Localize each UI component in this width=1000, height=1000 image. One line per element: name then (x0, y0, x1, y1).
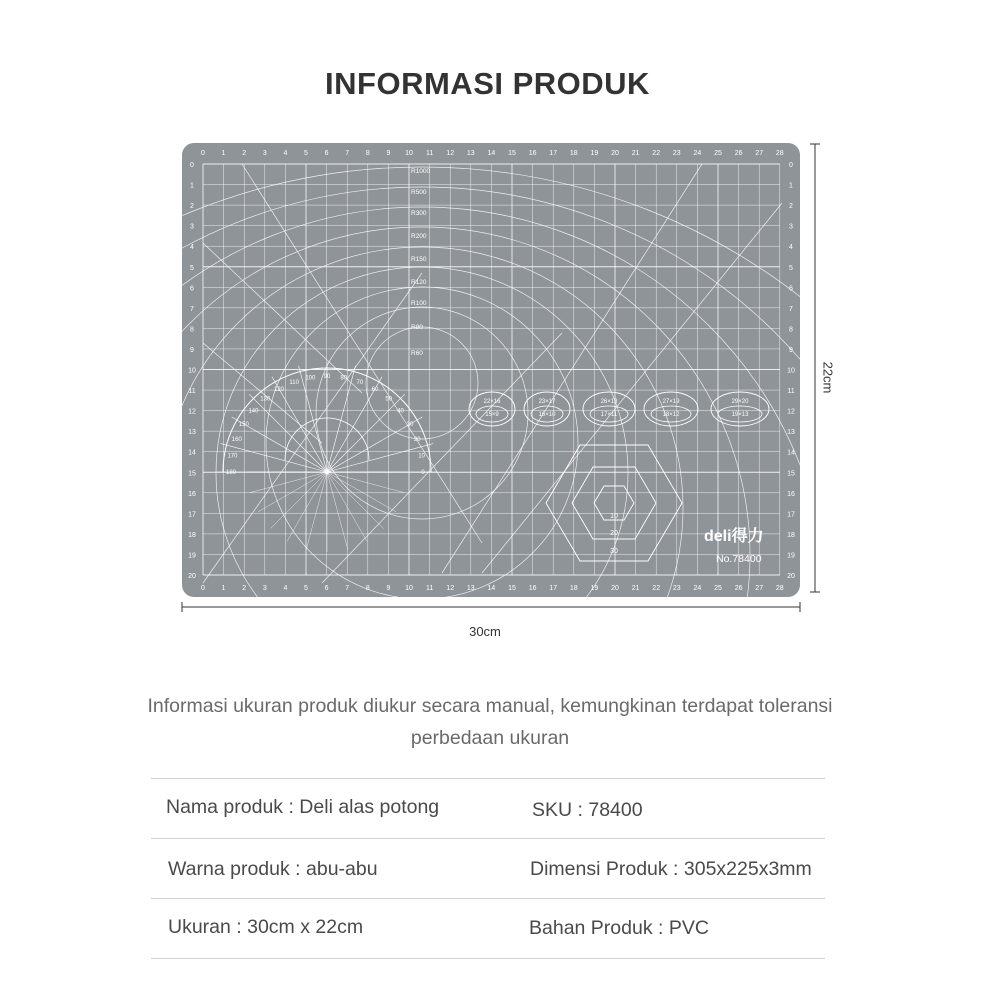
protractor-label: 70 (356, 379, 364, 386)
protractor-label: 130 (260, 396, 271, 403)
ruler-label-top: 3 (262, 150, 267, 157)
ruler-label-bottom: 7 (345, 585, 350, 592)
oval-inner-label: 16×10 (538, 412, 556, 418)
ruler-label-left: 3 (190, 223, 194, 231)
ruler-label-left: 15 (188, 470, 196, 478)
spec-row (151, 778, 825, 838)
ruler-label-left: 18 (188, 531, 196, 539)
ruler-label-right: 12 (787, 408, 795, 416)
oval-inner-label: 15×9 (485, 412, 499, 418)
protractor-label: 120 (273, 386, 285, 393)
radius-label: R60 (411, 350, 423, 357)
protractor-label: 10 (418, 453, 425, 460)
spec-color: Warna produk : abu-abu (168, 858, 378, 880)
ruler-label-right: 15 (787, 470, 795, 478)
ruler-label-right: 9 (789, 346, 793, 354)
oval-outer-label: 27×19 (662, 399, 680, 405)
radius-label: R120 (411, 279, 427, 286)
ruler-label-top: 17 (549, 150, 558, 157)
ruler-label-bottom: 0 (201, 585, 205, 592)
ruler-label-right: 6 (789, 285, 793, 293)
oval-outer-label: 26×18 (600, 399, 618, 405)
ruler-label-bottom: 25 (714, 585, 722, 592)
ruler-label-right: 10 (787, 367, 795, 375)
ruler-label-top: 13 (466, 150, 475, 157)
protractor-label: 20 (413, 437, 421, 444)
protractor-label: 90 (323, 374, 331, 380)
ruler-label-right: 7 (789, 305, 793, 313)
ruler-label-right: 3 (789, 223, 793, 231)
ruler-label-bottom: 22 (652, 585, 661, 592)
ruler-label-bottom: 24 (693, 585, 702, 592)
ruler-label-bottom: 6 (324, 585, 329, 592)
radius-label: R1000 (411, 168, 431, 175)
protractor-label: 30 (406, 422, 414, 428)
protractor-label: 100 (305, 375, 316, 382)
ruler-label-bottom: 5 (304, 585, 308, 592)
oval-outer-label: 22×16 (483, 399, 501, 405)
ruler-label-top: 20 (611, 150, 619, 157)
ruler-label-top: 14 (487, 150, 496, 157)
ruler-label-top: 18 (569, 150, 578, 157)
ruler-label-right: 20 (787, 573, 795, 580)
ruler-label-top: 19 (590, 150, 599, 157)
ruler-label-left: 9 (190, 346, 194, 354)
ruler-label-top: 0 (201, 150, 205, 157)
ruler-label-left: 8 (190, 326, 194, 334)
radius-label: R100 (411, 300, 427, 307)
ruler-label-left: 7 (190, 305, 194, 313)
ruler-label-bottom: 10 (405, 585, 413, 592)
ruler-label-top: 21 (631, 150, 640, 157)
width-dimension-line (178, 598, 808, 618)
ruler-label-right: 4 (789, 244, 793, 252)
model-number: No.78400 (716, 553, 762, 565)
radius-label: R150 (411, 256, 427, 263)
ruler-label-bottom: 19 (590, 585, 599, 592)
spec-row (151, 898, 825, 959)
ruler-label-bottom: 15 (508, 585, 516, 592)
ruler-label-bottom: 4 (283, 585, 288, 592)
ruler-label-bottom: 8 (365, 585, 370, 592)
ruler-label-bottom: 16 (528, 585, 537, 592)
ruler-label-bottom: 23 (672, 585, 681, 592)
ruler-label-right: 1 (789, 182, 793, 190)
ruler-label-left: 16 (188, 490, 196, 498)
ruler-label-left: 10 (188, 367, 196, 375)
ruler-label-left: 12 (188, 408, 196, 416)
radius-label: R80 (411, 324, 423, 331)
ruler-label-bottom: 21 (631, 585, 640, 592)
ruler-label-right: 2 (789, 203, 793, 211)
oval-inner-label: 17×11 (600, 412, 618, 418)
ruler-label-top: 10 (405, 150, 413, 157)
ruler-label-right: 18 (787, 531, 795, 539)
protractor-label: 0 (421, 470, 425, 476)
ruler-label-bottom: 14 (487, 585, 496, 592)
protractor-label: 140 (248, 408, 259, 415)
ruler-label-left: 6 (190, 285, 194, 293)
ruler-label-right: 0 (789, 162, 793, 169)
cutting-mat-image (182, 143, 800, 597)
ruler-label-left: 17 (188, 511, 196, 519)
radius-label: R200 (411, 233, 427, 240)
spec-row (151, 838, 825, 898)
ruler-label-bottom: 28 (775, 585, 784, 592)
spec-table (151, 778, 825, 959)
ruler-label-bottom: 20 (611, 585, 619, 592)
ruler-label-top: 4 (283, 150, 288, 157)
oval-outer-label: 23×17 (538, 399, 556, 405)
ruler-label-top: 26 (734, 150, 743, 157)
ruler-label-left: 11 (188, 388, 196, 396)
ruler-label-top: 8 (365, 150, 370, 157)
ruler-label-top: 28 (775, 150, 784, 157)
ruler-label-bottom: 3 (262, 585, 267, 592)
ruler-label-bottom: 2 (242, 585, 247, 592)
ruler-label-bottom: 13 (466, 585, 475, 592)
ruler-label-top: 11 (425, 150, 434, 157)
protractor-label: 80 (340, 375, 348, 382)
ruler-label-top: 23 (672, 150, 681, 157)
ruler-label-right: 16 (787, 490, 795, 498)
ruler-label-right: 5 (789, 264, 793, 272)
ruler-label-right: 8 (789, 326, 793, 334)
ruler-label-top: 27 (755, 150, 764, 157)
brand-logo: deli得力 (704, 528, 764, 545)
ruler-label-bottom: 26 (734, 585, 743, 592)
protractor-label: 40 (397, 408, 404, 415)
spec-product-name: Nama produk : Deli alas potong (166, 796, 440, 818)
ruler-label-left: 19 (188, 552, 196, 560)
protractor-center (325, 470, 329, 474)
protractor-label: 50 (385, 396, 393, 403)
protractor-label: 180 (225, 470, 237, 476)
ruler-label-left: 5 (190, 264, 194, 272)
ruler-label-left: 13 (188, 429, 196, 437)
protractor-label: 60 (371, 386, 379, 393)
oval-outer-label: 29×20 (731, 399, 749, 405)
ruler-label-right: 14 (787, 449, 795, 457)
ruler-label-bottom: 11 (425, 585, 434, 592)
spec-size: Ukuran : 30cm x 22cm (168, 916, 364, 938)
ruler-label-top: 1 (221, 150, 226, 157)
spec-sku: SKU : 78400 (532, 799, 643, 821)
ruler-label-bottom: 27 (755, 585, 764, 592)
ruler-label-left: 14 (188, 449, 196, 457)
ruler-label-bottom: 1 (221, 585, 226, 592)
ruler-label-top: 12 (446, 150, 455, 157)
spec-material: Bahan Produk : PVC (529, 917, 709, 939)
protractor-label: 160 (231, 437, 242, 444)
spec-dimensions: Dimensi Produk : 305x225x3mm (530, 858, 812, 880)
ruler-label-top: 6 (324, 150, 329, 157)
ruler-label-top: 25 (714, 150, 722, 157)
ruler-label-left: 4 (190, 244, 194, 252)
radius-label: R500 (411, 189, 427, 196)
ruler-label-right: 17 (787, 511, 795, 519)
ruler-label-bottom: 9 (386, 585, 391, 592)
ruler-label-left: 20 (188, 573, 196, 580)
ruler-label-top: 5 (304, 150, 308, 157)
ruler-label-top: 24 (693, 150, 702, 157)
hexagon-label: 30 (610, 548, 618, 555)
oval-inner-label: 19×13 (731, 412, 749, 418)
page-title: INFORMASI PRODUK (325, 66, 650, 101)
ruler-label-left: 0 (190, 162, 194, 169)
ruler-label-top: 15 (508, 150, 516, 157)
ruler-label-right: 11 (787, 388, 795, 396)
width-label: 30cm (469, 624, 501, 639)
ruler-label-top: 2 (242, 150, 247, 157)
protractor-label: 150 (238, 422, 249, 428)
radius-label: R300 (411, 210, 427, 217)
ruler-label-right: 19 (787, 552, 795, 560)
ruler-label-top: 9 (386, 150, 391, 157)
ruler-label-top: 7 (345, 150, 350, 157)
ruler-label-bottom: 18 (569, 585, 578, 592)
measurement-note: Informasi ukuran produk diukur secara manual, kemungkinan terdapat toleransi perbedaan ukuran (147, 695, 833, 749)
ruler-label-top: 22 (652, 150, 661, 157)
ruler-label-right: 13 (787, 429, 795, 437)
protractor-label: 170 (227, 453, 238, 460)
ruler-label-bottom: 17 (549, 585, 558, 592)
protractor-label: 110 (289, 379, 299, 386)
oval-inner-label: 18×12 (662, 412, 680, 418)
ruler-label-left: 2 (190, 203, 194, 211)
height-label: 22cm (820, 361, 836, 394)
ruler-label-left: 1 (190, 182, 194, 190)
hexagon-label: 20 (610, 530, 618, 537)
hexagon-label: 10 (610, 513, 618, 520)
ruler-label-top: 16 (528, 150, 537, 157)
cutting-mat-grid (203, 164, 780, 575)
ruler-label-bottom: 12 (446, 585, 455, 592)
